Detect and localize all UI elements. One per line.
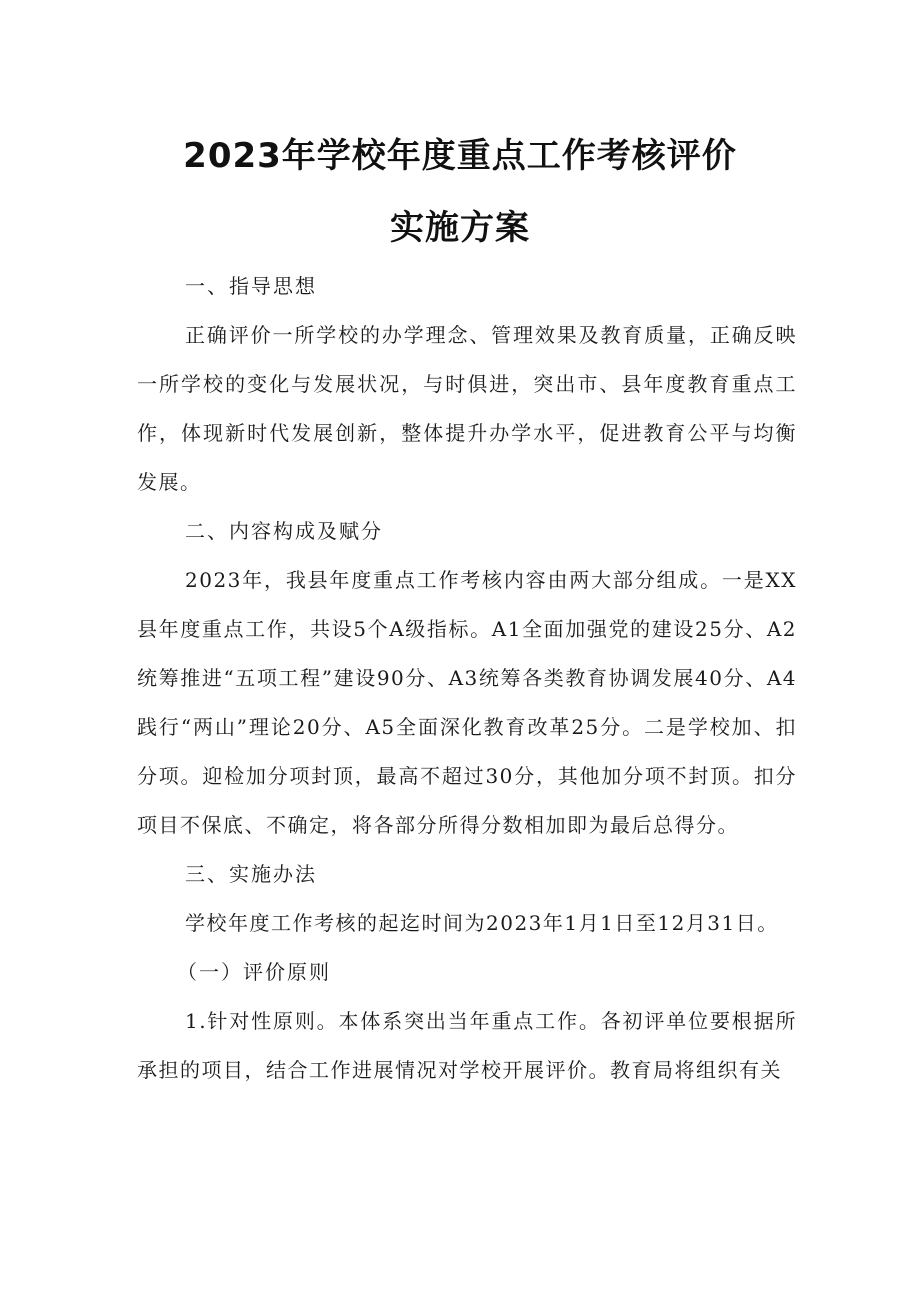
document-title-line-1: 2023年学校年度重点工作考核评价 — [183, 136, 737, 176]
paragraph-content-scoring: 2023年，我县年度重点工作考核内容由两大部分组成。一是XX县年度重点工作，共设5个A级指标。A1全面加强党的建设25分、A2统筹推进“五项工程”建设90分、A3统筹各类教育协调发展40分、A4践行“两山”理论20分、A5全面深化教育改革25分。二是学校加、扣分项。迎检加分项封顶，最高不超过30分，其他加分项不封顶。扣分项目不保底、不确定，将各部分所得分数相加即为最后总得分。 — [137, 568, 797, 837]
document-title-line-2: 实施方案 — [390, 208, 530, 248]
subsection-heading-evaluation-principles: （一）评价原则 — [177, 960, 331, 984]
section-heading-content-scoring: 二、内容构成及赋分 — [185, 519, 383, 543]
document-body — [137, 262, 797, 1095]
paragraph-guiding-ideology: 正确评价一所学校的办学理念、管理效果及教育质量，正确反映一所学校的变化与发展状况，与时俱进，突出市、县年度教育重点工作，体现新时代发展创新，整体提升办学水平，促进教育公平与均衡发展。 — [137, 323, 797, 494]
section-heading-guiding-ideology: 一、指导思想 — [185, 274, 317, 298]
paragraph-implementation: 学校年度工作考核的起迄时间为2023年1月1日至12月31日。 — [185, 911, 779, 935]
paragraph-principle-1: 1.针对性原则。本体系突出当年重点工作。各初评单位要根据所承担的项目，结合工作进展情况对学校开展评价。教育局将组织有关 — [137, 1009, 797, 1082]
section-heading-implementation: 三、实施办法 — [185, 862, 317, 886]
